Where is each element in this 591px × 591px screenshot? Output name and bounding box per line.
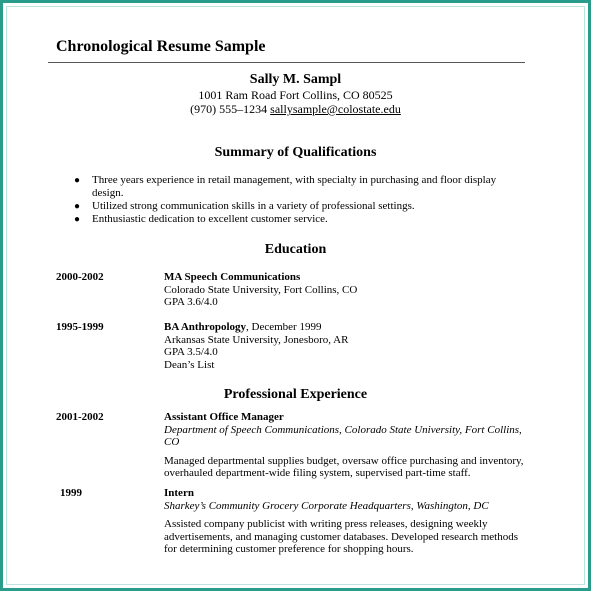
applicant-address: 1001 Ram Road Fort Collins, CO 80525 (198, 88, 393, 102)
bullet-icon: ● (74, 201, 81, 212)
education-date: 2000-2002 (56, 271, 104, 283)
degree-suffix: , December 1999 (246, 321, 322, 333)
education-line: Colorado State University, Fort Collins, CO (164, 283, 358, 296)
summary-item: ● Utilized strong communication skills in a variety of professional settings. (74, 200, 415, 212)
experience-detail (164, 487, 529, 556)
job-organization: Department of Speech Communications, Colorado State University, Fort Collins, CO (164, 423, 522, 448)
experience-heading: Professional Experience (223, 387, 368, 402)
experience-date: 2001-2002 (56, 411, 104, 423)
summary-heading: Summary of Qualifications (214, 145, 377, 160)
experience-date: 1999 (60, 487, 82, 499)
education-line: GPA 3.5/4.0 (164, 346, 218, 358)
degree-title: MA Speech Communications (164, 271, 301, 283)
summary-item: ● Enthusiastic dedication to excellent customer service. (74, 213, 328, 225)
summary-list (74, 174, 514, 226)
job-organization: Sharkey’s Community Grocery Corporate Headquarters, Washington, DC (164, 499, 489, 512)
job-title: Assistant Office Manager (164, 411, 284, 423)
degree-title: BA Anthropology (164, 321, 247, 333)
job-title: Intern (164, 487, 194, 499)
applicant-email[interactable]: sallysample@colostate.edu (270, 102, 401, 116)
education-line: GPA 3.6/4.0 (164, 296, 218, 308)
applicant-contact (0, 102, 591, 117)
bullet-icon: ● (74, 214, 81, 225)
job-description: Managed departmental supplies budget, oversaw office purchasing and inventory, overhauled department-wide filing system, supervised part-time staff. (164, 454, 524, 479)
summary-item: ● Three years experience in retail management, with specialty in purchasing and floor display design. (74, 174, 497, 199)
title-divider (48, 62, 525, 63)
education-line: Dean’s List (164, 358, 215, 371)
education-heading: Education (264, 242, 327, 257)
applicant-name: Sally M. Sampl (249, 72, 342, 87)
job-description: Assisted company publicist with writing press releases, designing weekly advertisements, and managing customer databases. Developed research methods for determining customer preference for shopping hours. (164, 518, 519, 555)
bullet-icon: ● (74, 175, 81, 186)
education-detail (164, 271, 529, 309)
education-detail (164, 321, 529, 371)
education-date: 1995-1999 (56, 321, 104, 333)
experience-detail (164, 411, 529, 480)
document-title: Chronological Resume Sample (56, 38, 266, 55)
applicant-phone: (970) 555–1234 (190, 102, 268, 116)
education-line: Arkansas State University, Jonesboro, AR (164, 333, 349, 346)
